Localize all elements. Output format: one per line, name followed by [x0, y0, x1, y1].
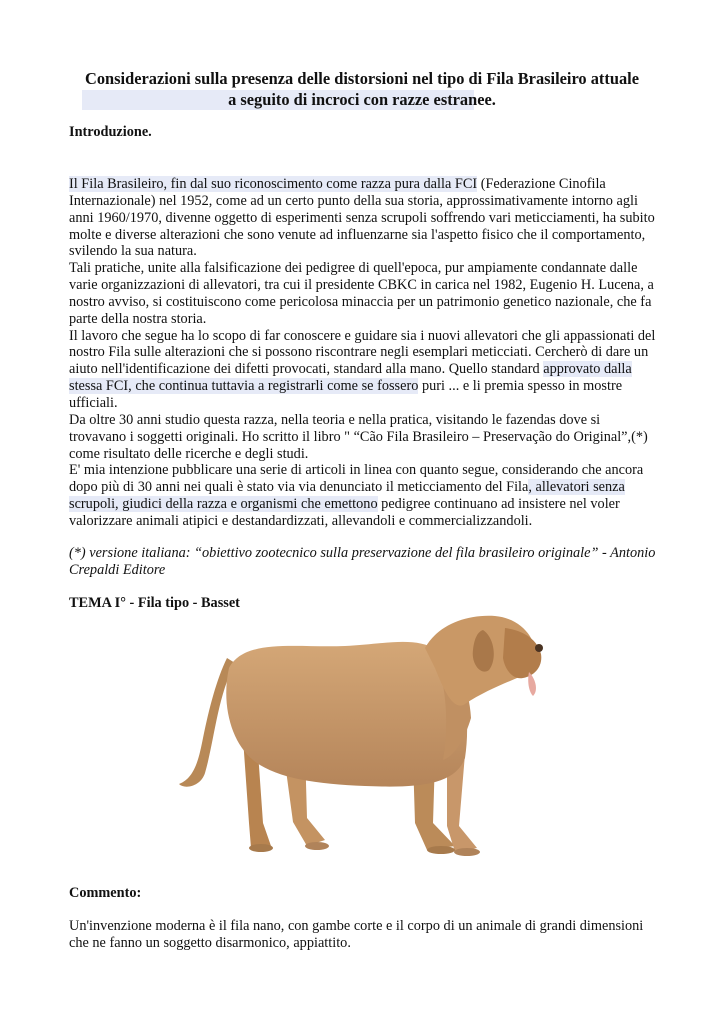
- paragraph-1-text: (Federazione Cinofila Internazionale) nel 1952, come ad un certo punto della sua storia, approssimativamente intorno agli anni 1960/1970, divenne oggetto di esperimenti senza scrupoli soffrendo vari meticciamenti, ha subito molte e diverse alterazioni che sono venute ad influenzarne sia l'aspetto fisico che il comportamento, svilendo la sua natura.: [69, 176, 655, 260]
- intro-heading: Introduzione.: [69, 124, 152, 140]
- footnote: (*) versione italiana: “obiettivo zootecnico sulla preservazione del fila brasileiro originale” - Antonio Crepaldi Editore: [69, 545, 656, 578]
- paragraph-1: [69, 176, 659, 260]
- highlight-1: Il Fila Brasileiro, fin dal suo riconoscimento come razza pura dalla FCI: [69, 176, 478, 192]
- section-heading: TEMA I° - Fila tipo - Basset: [69, 595, 240, 611]
- highlight-3: approvato dalla stessa FCI, che continua tuttavia a registrarli come se fossero: [69, 361, 632, 395]
- paragraph-5: [69, 462, 659, 529]
- paragraph-5-text: E' mia intenzione pubblicare una serie di articoli in linea con quanto segue, considerando che ancora dopo più di 30 anni nei quali è stato via via denunciato il meticciamento del Fila: [69, 462, 644, 496]
- paragraph-3: [69, 328, 659, 412]
- document-title: [40, 68, 684, 110]
- dog-photo: [165, 608, 560, 860]
- comment-heading: Commento:: [69, 885, 142, 901]
- title-line-1: Considerazioni sulla presenza delle distorsioni nel tipo di Fila Brasileiro attuale: [85, 69, 639, 88]
- paragraph-3-end: puri ... e li premia spesso in mostre ufficiali.: [69, 378, 623, 411]
- paragraph-2: Tali pratiche, unite alla falsificazione dei pedigree di quell'epoca, pur ampiamente condannate dalle varie organizzazioni di allevatori, tra cui il presidente CBKC in carica nel 1982, Eugenio H. Lucena, a nostro avviso, si costituiscono come pericolosa minaccia per un patrimonio genetico nazionale, che fa parte della nostra storia.: [69, 260, 654, 327]
- comment-text: Un'invenzione moderna è il fila nano, con gambe corte e il corpo di un animale di grandi dimensioni che ne fanno un soggetto disarmonico, appiattito.: [69, 918, 644, 951]
- intro-body: [69, 176, 659, 530]
- paragraph-3-text: Il lavoro che segue ha lo scopo di far conoscere e guidare sia i nuovi allevatori che gli appassionati del nostro Fila sulle alterazioni che si possono riscontrare negli esemplari meticciati. Cercherò di dare un aiuto nell'identificazione dei difetti provocati, standard alla mano. Quello standard: [69, 327, 656, 378]
- title-line-2: a seguito di incroci con razze estranee.: [228, 90, 496, 109]
- highlight-5: , allevatori senza scrupoli, giudici della razza e organismi che emettono: [69, 479, 625, 513]
- paragraph-4: Da oltre 30 anni studio questa razza, nella teoria e nella pratica, visitando le fazendas dove si trovavano i soggetti originali. Ho scritto il libro " “Cão Fila Brasileiro – Preservação do Original”,(*) come risultato delle ricerche e degli studi.: [69, 411, 648, 462]
- paragraph-5-end: pedigree continuano ad insistere nel voler valorizzare animali atipici e destandardizzati, allevandoli e commercializzandoli.: [69, 496, 620, 529]
